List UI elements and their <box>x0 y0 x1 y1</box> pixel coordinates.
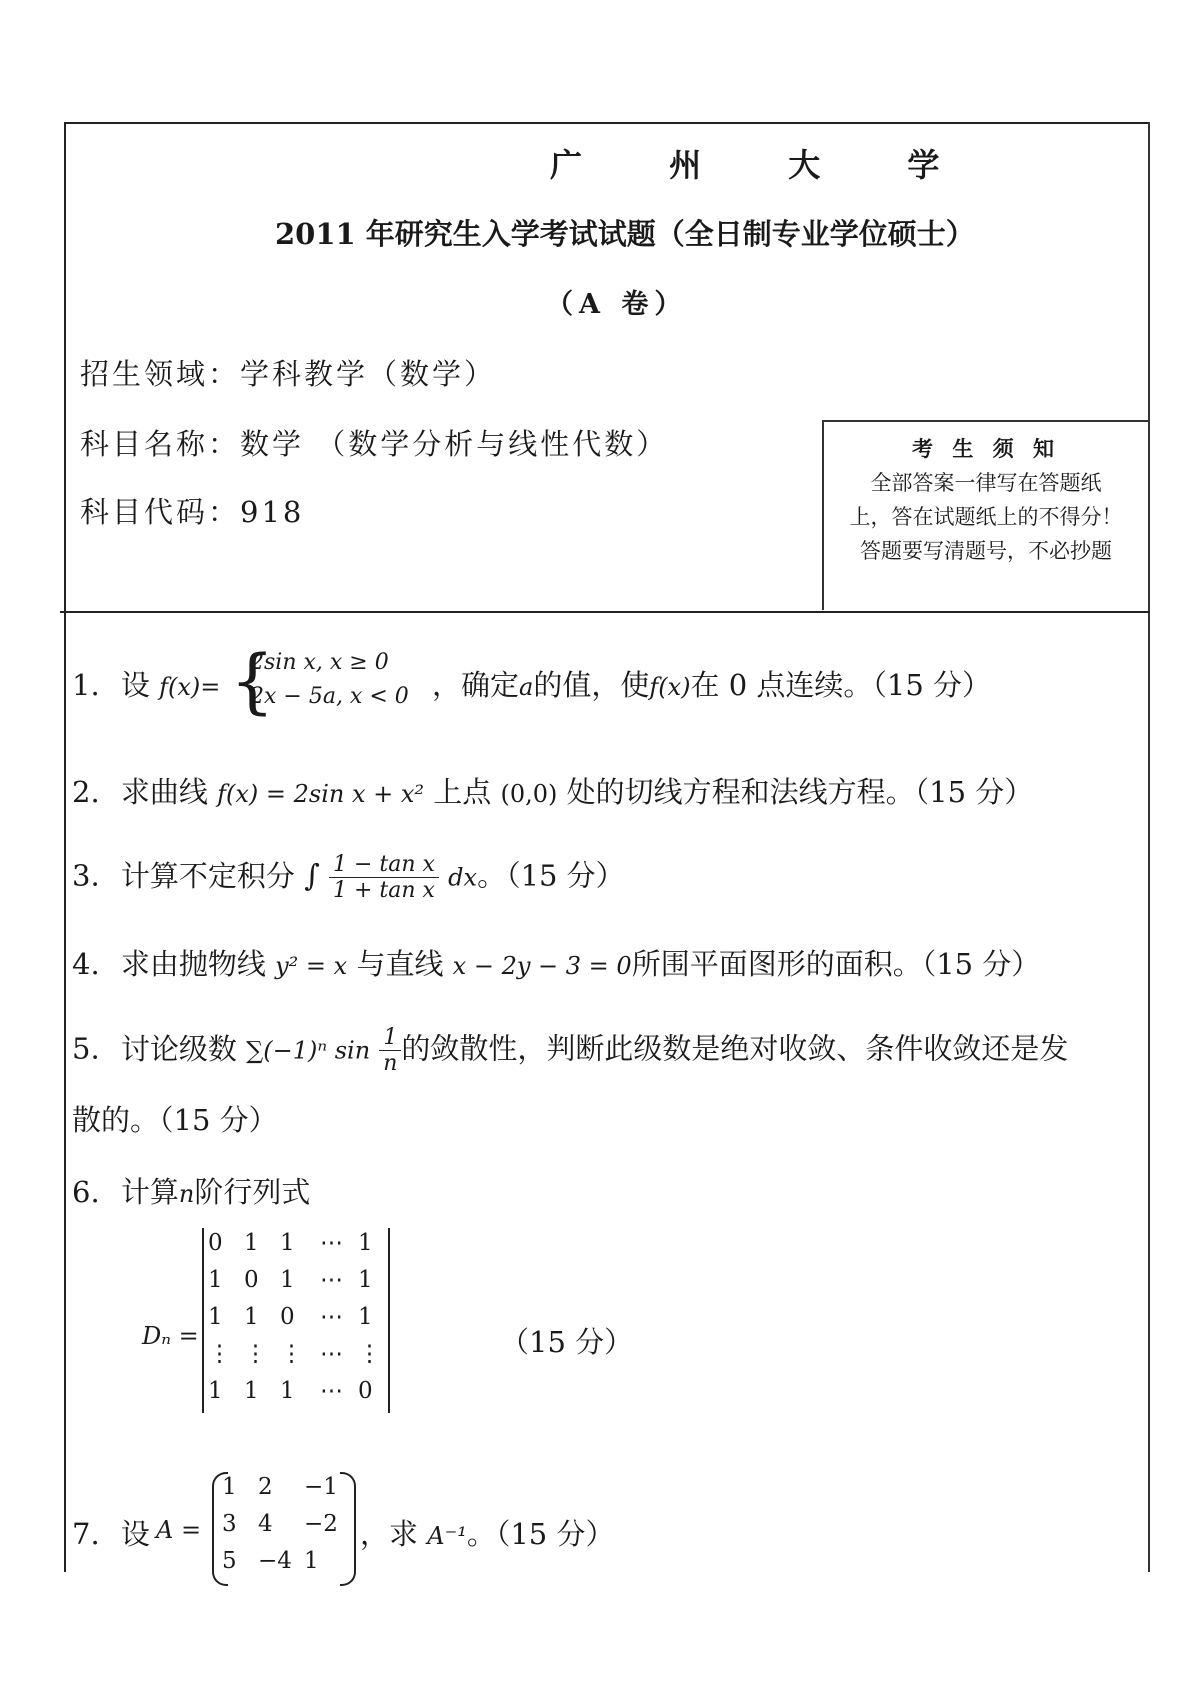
matrix-cell: 1 <box>304 1548 319 1574</box>
determinant-cell: ⋯ <box>320 1304 343 1330</box>
notice-line-3: 答题要写清题号，不必抄题 <box>860 539 1112 563</box>
determinant-cell: 1 <box>358 1230 373 1256</box>
notice-line-1: 全部答案一律写在答题纸 <box>870 471 1102 495</box>
determinant-cell: ⋮ <box>208 1341 231 1367</box>
question-number: 1. <box>72 668 100 702</box>
question-6-score: （15 分） <box>500 1325 634 1359</box>
enrollment-field: 招生领域：学科教学（数学） <box>80 357 497 391</box>
determinant-cell: 1 <box>244 1378 259 1404</box>
matrix-cell: 3 <box>222 1511 237 1537</box>
matrix-cell: 4 <box>258 1511 273 1537</box>
matrix-cell: 2 <box>258 1474 273 1500</box>
frame-left-border <box>64 122 66 1572</box>
piecewise-case-1: 2sin x, x ≥ 0 <box>250 650 389 675</box>
determinant-cell: 1 <box>358 1267 373 1293</box>
question-5: 5. 讨论级数 ∑(−1)ⁿ sin $\frac{1}{n}$ 的敛散性，判断此级数是绝对收敛、条件收敛还是发 <box>72 1025 1069 1076</box>
determinant-lhs: Dₙ = <box>142 1322 199 1350</box>
question-number: 7. <box>72 1517 100 1551</box>
matrix-right-paren <box>340 1472 356 1586</box>
question-4: 4. 求由抛物线 y² = x 与直线 x − 2y − 3 = 0所围平面图形的面积。（15 分） <box>72 947 1041 981</box>
determinant-cell: 0 <box>358 1378 373 1404</box>
determinant-cell: ⋯ <box>320 1267 343 1293</box>
determinant-cell: 0 <box>280 1304 295 1330</box>
determinant-cell: 1 <box>244 1304 259 1330</box>
determinant-left-bar <box>202 1228 204 1413</box>
integrand-fraction: $\frac{\text{1 − tan x}}{\text{1 + tan x}}$ <box>329 852 439 903</box>
determinant-cell: 0 <box>244 1267 259 1293</box>
question-6: 6. 计算n阶行列式 <box>72 1175 311 1209</box>
notice-title: 考 生 须 知 <box>912 436 1060 461</box>
integral-sign: ∫ <box>304 858 320 894</box>
piecewise-case-2: 2x − 5a, x < 0 <box>250 684 409 709</box>
question-1: 1. 设 f(x)= <box>72 668 221 702</box>
determinant-cell: 1 <box>280 1230 295 1256</box>
determinant-cell: ⋮ <box>280 1341 303 1367</box>
question-7-tail: ，求 A⁻¹。（15 分） <box>360 1517 615 1551</box>
matrix-cell: −2 <box>304 1511 338 1537</box>
determinant-right-bar <box>388 1228 390 1413</box>
determinant-cell: 1 <box>208 1304 223 1330</box>
determinant-cell: 1 <box>280 1267 295 1293</box>
frame-right-border <box>1148 122 1150 1572</box>
exam-title: 2011 年研究生入学考试试题（全日制专业学位硕士） <box>275 217 975 251</box>
determinant-cell: 1 <box>244 1230 259 1256</box>
matrix-cell: −4 <box>258 1548 292 1574</box>
header-divider <box>60 611 1150 613</box>
question-1-tail: ，确定a的值，使f(x)在 0 点连续。（15 分） <box>432 668 992 702</box>
question-7: 7. 设 <box>72 1517 150 1551</box>
determinant-cell: 0 <box>208 1230 223 1256</box>
matrix-cell: 5 <box>222 1548 237 1574</box>
determinant-cell: 1 <box>208 1267 223 1293</box>
subject-code: 科目代码：918 <box>80 495 305 529</box>
question-number: 4. <box>72 947 100 981</box>
question-number: 5. <box>72 1031 100 1066</box>
determinant-cell: 1 <box>358 1304 373 1330</box>
question-2: 2. 求曲线 f(x) = 2sin x + x² 上点 (0,0) 处的切线方程和法线方程。（15 分） <box>72 775 1034 809</box>
question-number: 2. <box>72 775 100 809</box>
matrix-cell: −1 <box>304 1474 338 1500</box>
piecewise-brace: { <box>230 640 275 722</box>
paper-version: （A 卷） <box>546 289 688 320</box>
series-fraction: $\frac{1}{n}$ <box>379 1025 401 1076</box>
university-name: 广 州 大 学 <box>550 146 978 184</box>
question-number: 3. <box>72 858 100 893</box>
determinant-cell: 1 <box>208 1378 223 1404</box>
matrix-cell: 1 <box>222 1474 237 1500</box>
question-3: 3. 计算不定积分 ∫ $\frac{\text{1 − tan x}}{\text{1 + tan x}}$ dx。（15 分） <box>72 852 625 903</box>
candidate-notice-box <box>822 420 1148 610</box>
notice-line-2: 上，答在试题纸上的不得分！ <box>849 505 1123 529</box>
determinant-cell: ⋯ <box>320 1230 343 1256</box>
determinant-cell: 1 <box>280 1378 295 1404</box>
matrix-lhs: A = <box>156 1516 202 1544</box>
determinant-cell: ⋮ <box>358 1341 381 1367</box>
subject-name: 科目名称：数学 （数学分析与线性代数） <box>80 427 669 461</box>
question-number: 6. <box>72 1175 100 1209</box>
determinant-cell: ⋯ <box>320 1378 343 1404</box>
frame-top-border <box>66 122 1148 124</box>
question-5-line-2: 散的。（15 分） <box>72 1103 278 1137</box>
determinant-cell: ⋮ <box>244 1341 267 1367</box>
determinant-cell: ⋯ <box>320 1341 343 1367</box>
